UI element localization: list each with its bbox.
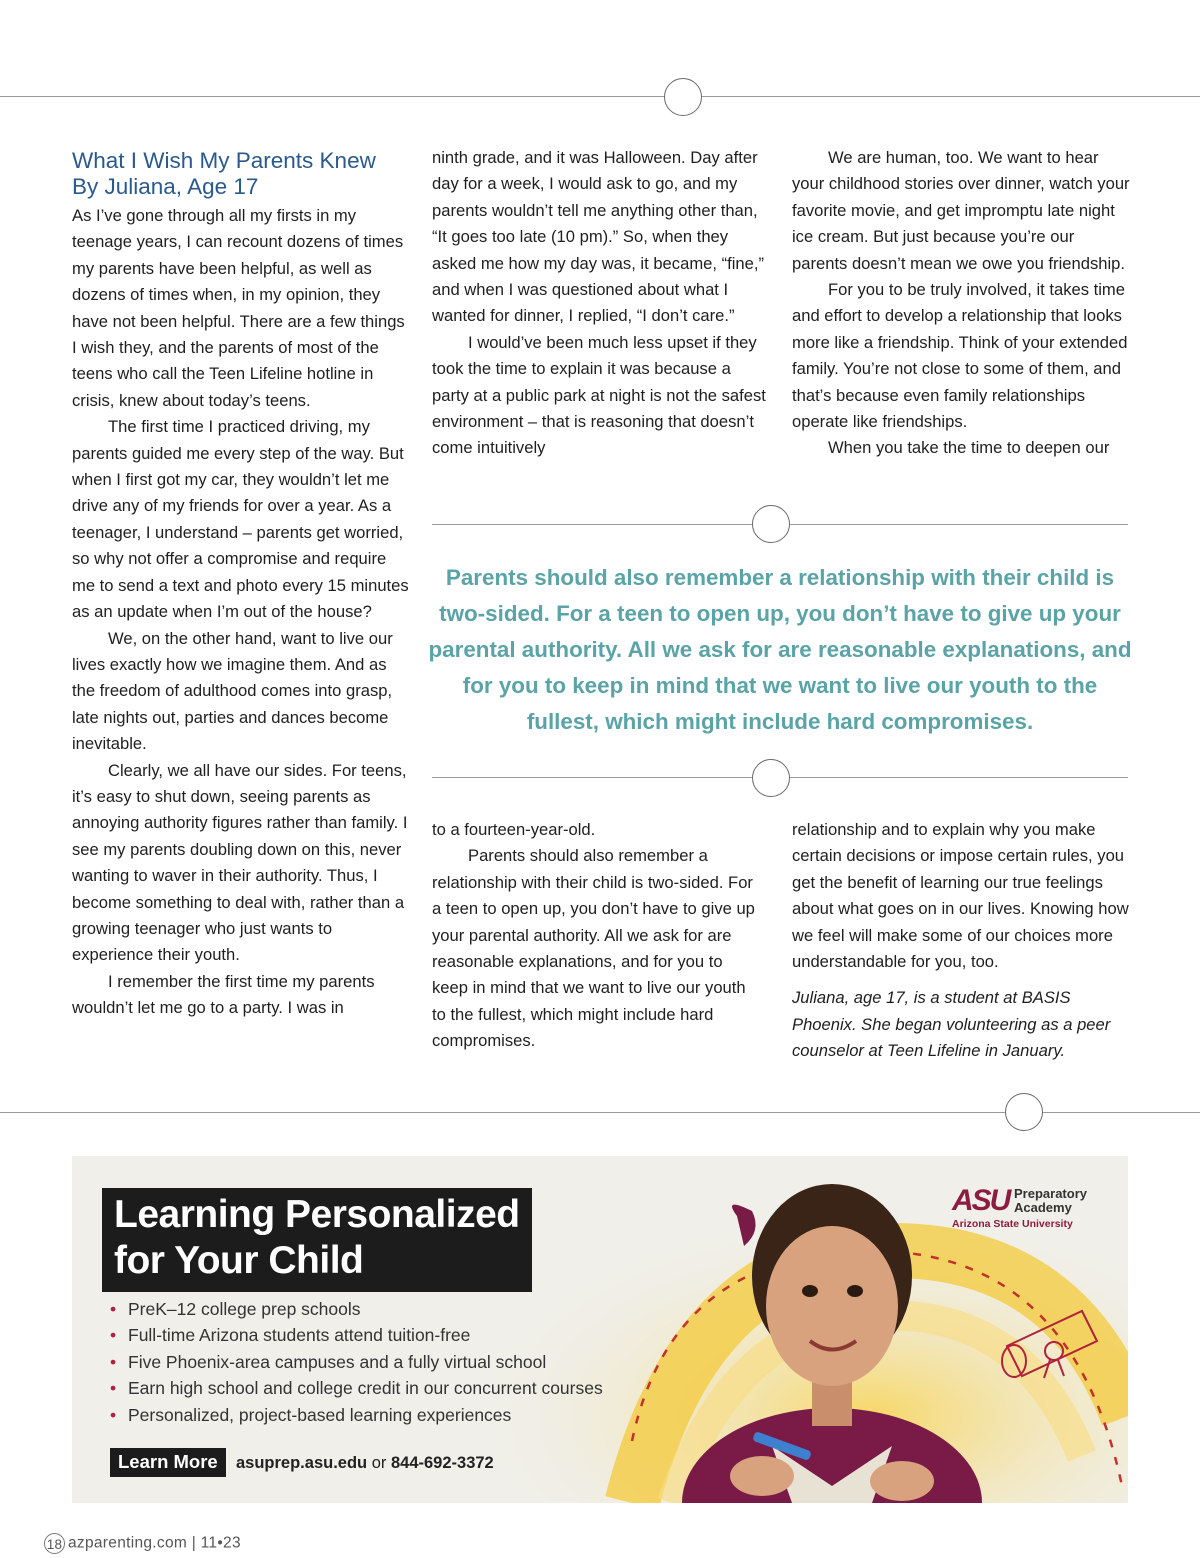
paragraph: We, on the other hand, want to live our lives exactly how we imagine them. And as the freedom of adulthood comes into grasp, late nights out, parties and dances become inevitable.	[72, 628, 393, 754]
ad-headline: Learning Personalized for Your Child	[102, 1188, 532, 1292]
article-title: What I Wish My Parents Knew By Juliana, Age 17	[72, 148, 376, 199]
paragraph: We are human, too. We want to hear your childhood stories over dinner, watch your favorite movie, and get impromptu late night ice cream. But just because you’re our parents doesn’t mean we owe you friendship.	[792, 148, 1130, 273]
top-rule	[0, 96, 1200, 97]
paragraph: I remember the first time my parents wouldn’t let me go to a party. I was in	[72, 971, 375, 1018]
list-item: • Full-time Arizona students attend tuition-free	[110, 1322, 603, 1348]
page-footer	[44, 1533, 241, 1554]
ad-url-link[interactable]: asuprep.asu.edu	[236, 1454, 368, 1472]
author-bio: Juliana, age 17, is a student at BASIS Phoenix. She began volunteering as a peer counselor at Teen Lifeline in January.	[792, 988, 1111, 1061]
paragraph: I would’ve been much less upset if they took the time to explain it was because a party at a public park at night is not the safest environment – that is reasoning that doesn’t come intuitively	[432, 332, 766, 458]
bottom-rule-circle	[1005, 1093, 1043, 1131]
footer-text: azparenting.com | 11•23	[68, 1534, 241, 1552]
paragraph: ninth grade, and it was Halloween. Day after day for a week, I would ask to go, and my parents wouldn’t tell me anything other than, “It goes too late (10 pm).” So, when they asked me how my day was, it became, “fine,” and when I was questioned about what I wanted for dinner, I replied, “I don’t care.”	[432, 148, 765, 326]
pull-quote: Parents should also remember a relationship with their child is two-sided. For a teen to open up, you don’t have to give up your parental authority. All we ask for are reasonable explanations, and for you to keep in mind that we want to live our youth to the fullest, which might include hard compromises.	[428, 565, 1132, 734]
article-column-3-bottom	[792, 817, 1134, 1065]
article-column-2-bottom	[432, 817, 762, 1055]
list-item: • Earn high school and college credit in our concurrent courses	[110, 1375, 603, 1401]
learn-more-button[interactable]: Learn More	[110, 1448, 226, 1477]
ad-phone[interactable]: 844-692-3372	[390, 1454, 494, 1472]
paragraph: Parents should also remember a relationship with their child is two-sided. For a teen to open up, you don’t have to give up your parental authority. All we ask for are reasonable explanations, and for you to keep in mind that we want to live our youth to the fullest, which might include hard compromises.	[432, 846, 755, 1051]
article-author: By Juliana, Age 17	[72, 174, 259, 199]
asu-prep-advertisement[interactable]: Learning Personalized for Your Child • PreK–12 college prep schools • Full-time Arizona students attend tuition-free • Five Phoenix-area campuses and a fully virtual school • Earn high school and college credit in our concurrent courses • Personalized, project-based learning experiences Learn More asuprep.asu.edu or 844-692-3372 ASU Preparatory Academy Arizona State University	[72, 1156, 1128, 1503]
paragraph: Clearly, we all have our sides. For teens, it’s easy to shut down, seeing parents as annoying authority figures rather than family. I see my parents doubling down on this, never wanting to waver in their authority. Thus, I become something to deal with, rather than a growing teenager who just wants to experience their youth.	[72, 760, 408, 965]
paragraph: relationship and to explain why you make certain decisions or impose certain rules, you get the benefit of learning our true feelings about what goes on in our lives. Knowing how we feel will make some of our choices more understandable for you, too.	[792, 820, 1129, 972]
pull-quote-bottom-circle	[752, 759, 790, 797]
ad-contact: asuprep.asu.edu or 844-692-3372	[236, 1454, 494, 1472]
article-column-1	[72, 148, 412, 1022]
pull-quote-top-circle	[752, 505, 790, 543]
paragraph: For you to be truly involved, it takes time and effort to develop a relationship that looks more like a friendship. Think of your extended family. You’re not close to some of them, and that’s because even family relationships operate like friendships.	[792, 280, 1128, 432]
article-column-2-top	[432, 145, 770, 462]
top-rule-circle	[664, 78, 702, 116]
asu-logo-mark: ASU	[952, 1184, 1010, 1217]
paragraph: As I’ve gone through all my firsts in my teenage years, I can recount dozens of times my parents have been helpful, as well as dozens of times when, in my opinion, they have not been helpful. There are a few things I wish they, and the parents of most of the teens who call the Teen Lifeline hotline in crisis, knew about today’s teens.	[72, 206, 405, 410]
article-column-3-top	[792, 145, 1132, 462]
ad-bullet-list	[110, 1296, 603, 1428]
page-number: 18	[44, 1533, 65, 1554]
paragraph: to a fourteen-year-old.	[432, 820, 596, 839]
list-item: • Personalized, project-based learning experiences	[110, 1402, 603, 1428]
list-item: • PreK–12 college prep schools	[110, 1296, 603, 1322]
paragraph: The first time I practiced driving, my parents guided me every step of the way. But when I first got my car, they wouldn’t let me drive any of my friends for over a year. As a teenager, I understand – parents get worried, so why not offer a compromise and require me to send a text and photo every 15 minutes as an update when I’m out of the house?	[72, 417, 409, 622]
list-item: • Five Phoenix-area campuses and a fully virtual school	[110, 1349, 603, 1375]
paragraph: When you take the time to deepen our	[828, 438, 1110, 458]
